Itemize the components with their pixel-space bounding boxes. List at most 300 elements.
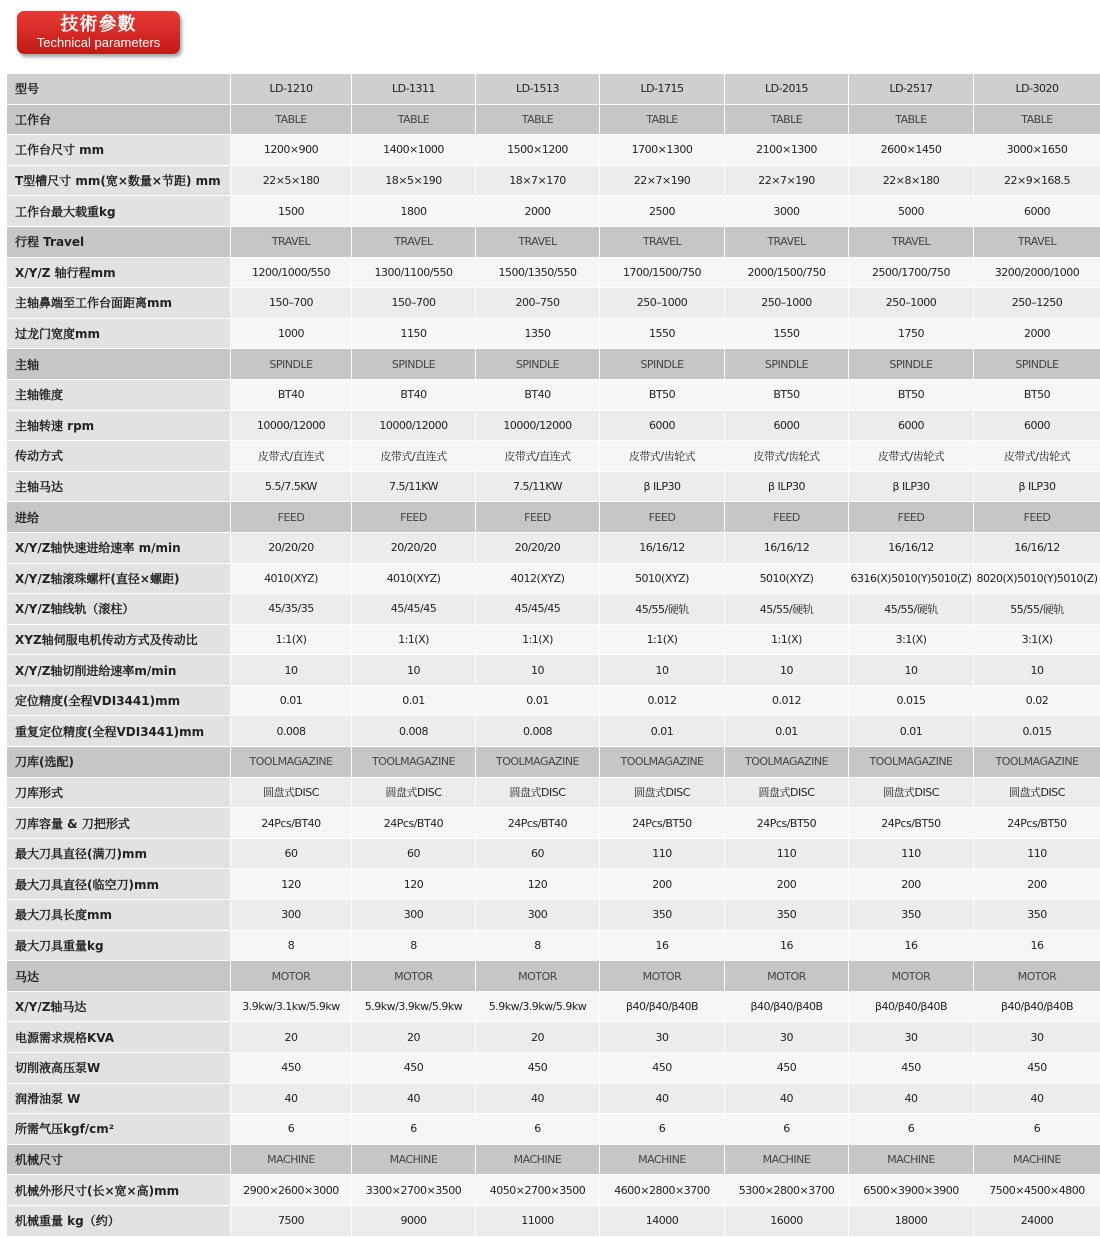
cell-value: 圆盘式DISC: [352, 777, 476, 808]
cell-value: MOTOR: [352, 961, 476, 992]
cell-value: 7.5/11KW: [352, 471, 476, 502]
cell-value: 300: [476, 900, 600, 931]
cell-value: 20/20/20: [231, 532, 352, 563]
cell-value: 120: [231, 869, 352, 900]
section-row: [7, 961, 1100, 992]
cell-value: 350: [849, 900, 974, 931]
cell-value: 7500: [231, 1205, 352, 1236]
table-row: [7, 165, 1100, 196]
cell-value: 16/16/12: [849, 532, 974, 563]
cell-value: FEED: [231, 502, 352, 533]
cell-value: 20/20/20: [476, 532, 600, 563]
table-row: [7, 991, 1100, 1022]
table-row: [7, 777, 1100, 808]
row-label: 润滑油泵 W: [7, 1083, 231, 1114]
table-row: [7, 1083, 1100, 1114]
cell-value: 24Pcs/BT50: [974, 808, 1100, 839]
cell-value: 250–1250: [974, 288, 1100, 319]
cell-value: 3.9kw/3.1kw/5.9kw: [231, 991, 352, 1022]
cell-value: 30: [974, 1022, 1100, 1053]
cell-value: 7500×4500×4800: [974, 1175, 1100, 1206]
cell-value: 1500: [231, 196, 352, 227]
cell-value: 450: [725, 1053, 849, 1084]
cell-value: 3200/2000/1000: [974, 257, 1100, 288]
cell-value: 40: [974, 1083, 1100, 1114]
row-label: 切削液高压泵W: [7, 1053, 231, 1084]
table-row: [7, 563, 1100, 594]
cell-value: 6: [849, 1114, 974, 1145]
cell-value: MOTOR: [849, 961, 974, 992]
table-row: [7, 257, 1100, 288]
cell-value: 0.01: [352, 685, 476, 716]
cell-value: 2000: [974, 318, 1100, 349]
cell-value: 10: [974, 655, 1100, 686]
cell-value: 0.012: [725, 685, 849, 716]
table-row: [7, 532, 1100, 563]
cell-value: TABLE: [725, 104, 849, 135]
cell-value: SPINDLE: [974, 349, 1100, 380]
table-row: [7, 410, 1100, 441]
row-label: 刀库容量 & 刀把形式: [7, 808, 231, 839]
cell-value: TRAVEL: [476, 226, 600, 257]
cell-value: 皮带式/直连式: [231, 441, 352, 472]
cell-value: 22×7×190: [725, 165, 849, 196]
cell-value: FEED: [352, 502, 476, 533]
cell-value: 18×5×190: [352, 165, 476, 196]
cell-value: 1300/1100/550: [352, 257, 476, 288]
row-label: X/Y/Z轴马达: [7, 991, 231, 1022]
cell-value: 9000: [352, 1205, 476, 1236]
cell-value: 8: [231, 930, 352, 961]
cell-value: 圆盘式DISC: [600, 777, 725, 808]
cell-value: 110: [974, 838, 1100, 869]
table-row: [7, 318, 1100, 349]
cell-value: 22×8×180: [849, 165, 974, 196]
section-row: [7, 1144, 1100, 1175]
cell-value: 4050×2700×3500: [476, 1175, 600, 1206]
cell-value: MACHINE: [352, 1144, 476, 1175]
cell-value: 350: [725, 900, 849, 931]
cell-value: 皮带式/直连式: [476, 441, 600, 472]
section-row: [7, 104, 1100, 135]
cell-value: 5300×2800×3700: [725, 1175, 849, 1206]
cell-value: 2900×2600×3000: [231, 1175, 352, 1206]
cell-value: 0.008: [476, 716, 600, 747]
cell-value: TOOLMAGAZINE: [974, 747, 1100, 778]
cell-value: β ILP30: [849, 471, 974, 502]
cell-value: TOOLMAGAZINE: [725, 747, 849, 778]
cell-value: 45/55/硬轨: [725, 594, 849, 625]
cell-value: 0.008: [352, 716, 476, 747]
cell-value: 8: [352, 930, 476, 961]
cell-value: 10: [476, 655, 600, 686]
cell-value: 1500×1200: [476, 135, 600, 166]
cell-value: 6000: [600, 410, 725, 441]
cell-value: 0.01: [600, 716, 725, 747]
cell-value: 6000: [849, 410, 974, 441]
cell-value: 40: [231, 1083, 352, 1114]
cell-value: 7.5/11KW: [476, 471, 600, 502]
table-row: [7, 838, 1100, 869]
cell-value: 11000: [476, 1205, 600, 1236]
cell-value: 5.9kw/3.9kw/5.9kw: [352, 991, 476, 1022]
cell-value: 5000: [849, 196, 974, 227]
title-en: Technical parameters: [17, 36, 180, 50]
row-label: 电源需求规格KVA: [7, 1022, 231, 1053]
cell-value: MACHINE: [849, 1144, 974, 1175]
cell-value: TRAVEL: [725, 226, 849, 257]
cell-value: 6316(X)5010(Y)5010(Z): [849, 563, 974, 594]
table-row: [7, 869, 1100, 900]
cell-value: 40: [476, 1083, 600, 1114]
cell-value: 18000: [849, 1205, 974, 1236]
cell-value: 60: [231, 838, 352, 869]
cell-value: 1:1(X): [476, 624, 600, 655]
row-label: X/Y/Z 轴行程mm: [7, 257, 231, 288]
cell-value: β ILP30: [600, 471, 725, 502]
model-header: LD-2517: [849, 74, 974, 105]
cell-value: 5010(XYZ): [725, 563, 849, 594]
cell-value: 150–700: [352, 288, 476, 319]
cell-value: TRAVEL: [352, 226, 476, 257]
table-row: [7, 196, 1100, 227]
cell-value: 30: [600, 1022, 725, 1053]
cell-value: 5010(XYZ): [600, 563, 725, 594]
cell-value: 40: [352, 1083, 476, 1114]
cell-value: 40: [849, 1083, 974, 1114]
cell-value: 24000: [974, 1205, 1100, 1236]
cell-value: 200: [725, 869, 849, 900]
section-row: [7, 502, 1100, 533]
cell-value: 2000/1500/750: [725, 257, 849, 288]
row-label: 主轴锥度: [7, 379, 231, 410]
cell-value: 20: [231, 1022, 352, 1053]
table-row: [7, 900, 1100, 931]
cell-value: 110: [725, 838, 849, 869]
cell-value: BT50: [974, 379, 1100, 410]
cell-value: 5.9kw/3.9kw/5.9kw: [476, 991, 600, 1022]
table-row: [7, 135, 1100, 166]
row-label: 最大刀具直径(临空刀)mm: [7, 869, 231, 900]
section-row: [7, 747, 1100, 778]
row-label: T型槽尺寸 mm(宽×数量×节距) mm: [7, 165, 231, 196]
cell-value: 20: [352, 1022, 476, 1053]
cell-value: 120: [352, 869, 476, 900]
cell-value: 3:1(X): [849, 624, 974, 655]
cell-value: 1700×1300: [600, 135, 725, 166]
header-row: [7, 74, 1100, 105]
row-label: 机械重量 kg（约）: [7, 1205, 231, 1236]
cell-value: 300: [352, 900, 476, 931]
cell-value: 8020(X)5010(Y)5010(Z): [974, 563, 1100, 594]
cell-value: 450: [476, 1053, 600, 1084]
cell-value: TABLE: [600, 104, 725, 135]
cell-value: FEED: [600, 502, 725, 533]
cell-value: 10: [849, 655, 974, 686]
cell-value: 圆盘式DISC: [476, 777, 600, 808]
cell-value: 16: [974, 930, 1100, 961]
row-label: 进给: [7, 502, 231, 533]
cell-value: 0.015: [974, 716, 1100, 747]
row-label: 主轴转速 rpm: [7, 410, 231, 441]
cell-value: 0.01: [849, 716, 974, 747]
cell-value: 6000: [725, 410, 849, 441]
model-header: LD-1715: [600, 74, 725, 105]
section-row: [7, 349, 1100, 380]
cell-value: 300: [231, 900, 352, 931]
table-row: [7, 1205, 1100, 1236]
cell-value: 110: [600, 838, 725, 869]
cell-value: 5.5/7.5KW: [231, 471, 352, 502]
cell-value: TABLE: [352, 104, 476, 135]
cell-value: 1150: [352, 318, 476, 349]
cell-value: 2100×1300: [725, 135, 849, 166]
cell-value: MACHINE: [725, 1144, 849, 1175]
cell-value: MOTOR: [600, 961, 725, 992]
model-header: LD-1513: [476, 74, 600, 105]
table-row: [7, 1114, 1100, 1145]
cell-value: 45/55/硬轨: [600, 594, 725, 625]
cell-value: 0.012: [600, 685, 725, 716]
cell-value: TABLE: [476, 104, 600, 135]
cell-value: 6: [476, 1114, 600, 1145]
cell-value: TOOLMAGAZINE: [352, 747, 476, 778]
table-row: [7, 1175, 1100, 1206]
cell-value: TOOLMAGAZINE: [600, 747, 725, 778]
cell-value: 16: [725, 930, 849, 961]
cell-value: 16000: [725, 1205, 849, 1236]
cell-value: 250–1000: [600, 288, 725, 319]
cell-value: TOOLMAGAZINE: [849, 747, 974, 778]
cell-value: 0.01: [725, 716, 849, 747]
cell-value: TOOLMAGAZINE: [476, 747, 600, 778]
table-row: [7, 288, 1100, 319]
cell-value: 8: [476, 930, 600, 961]
cell-value: 6: [974, 1114, 1100, 1145]
cell-value: 2000: [476, 196, 600, 227]
cell-value: 22×5×180: [231, 165, 352, 196]
row-label: XYZ轴伺服电机传动方式及传动比: [7, 624, 231, 655]
cell-value: 4600×2800×3700: [600, 1175, 725, 1206]
cell-value: TOOLMAGAZINE: [231, 747, 352, 778]
cell-value: 200–750: [476, 288, 600, 319]
row-label: 重复定位精度(全程VDI3441)mm: [7, 716, 231, 747]
cell-value: 22×9×168.5: [974, 165, 1100, 196]
table-row: [7, 594, 1100, 625]
cell-value: MOTOR: [476, 961, 600, 992]
cell-value: 45/45/45: [476, 594, 600, 625]
cell-value: 60: [352, 838, 476, 869]
cell-value: 110: [849, 838, 974, 869]
cell-value: β ILP30: [725, 471, 849, 502]
cell-value: 6000: [974, 410, 1100, 441]
cell-value: 450: [600, 1053, 725, 1084]
cell-value: 10000/12000: [231, 410, 352, 441]
cell-value: 20: [476, 1022, 600, 1053]
row-label: X/Y/Z轴滚珠螺杆(直径×螺距): [7, 563, 231, 594]
cell-value: 450: [849, 1053, 974, 1084]
cell-value: TRAVEL: [974, 226, 1100, 257]
row-label: 定位精度(全程VDI3441)mm: [7, 685, 231, 716]
cell-value: β40/β40/β40B: [600, 991, 725, 1022]
cell-value: 1000: [231, 318, 352, 349]
cell-value: β ILP30: [974, 471, 1100, 502]
cell-value: 24Pcs/BT50: [725, 808, 849, 839]
row-label: 工作台尺寸 mm: [7, 135, 231, 166]
cell-value: 20/20/20: [352, 532, 476, 563]
cell-value: BT50: [600, 379, 725, 410]
cell-value: 16/16/12: [725, 532, 849, 563]
row-label: 最大刀具重量kg: [7, 930, 231, 961]
row-label: 最大刀具长度mm: [7, 900, 231, 931]
row-label: 马达: [7, 961, 231, 992]
cell-value: 40: [600, 1083, 725, 1114]
cell-value: SPINDLE: [725, 349, 849, 380]
cell-value: TRAVEL: [849, 226, 974, 257]
row-label: X/Y/Z轴快速进给速率 m/min: [7, 532, 231, 563]
cell-value: MACHINE: [476, 1144, 600, 1175]
row-label: 过龙门宽度mm: [7, 318, 231, 349]
cell-value: 圆盘式DISC: [974, 777, 1100, 808]
cell-value: 200: [600, 869, 725, 900]
cell-value: 0.02: [974, 685, 1100, 716]
cell-value: 4010(XYZ): [231, 563, 352, 594]
cell-value: 1400×1000: [352, 135, 476, 166]
cell-value: 1200×900: [231, 135, 352, 166]
table-row: [7, 716, 1100, 747]
row-label: X/Y/Z轴线轨（滚柱）: [7, 594, 231, 625]
cell-value: 圆盘式DISC: [725, 777, 849, 808]
cell-value: 4010(XYZ): [352, 563, 476, 594]
cell-value: 1550: [600, 318, 725, 349]
cell-value: 1:1(X): [231, 624, 352, 655]
cell-value: TABLE: [974, 104, 1100, 135]
table-row: [7, 655, 1100, 686]
cell-value: SPINDLE: [600, 349, 725, 380]
cell-value: 30: [725, 1022, 849, 1053]
cell-value: 60: [476, 838, 600, 869]
cell-value: 45/45/45: [352, 594, 476, 625]
cell-value: 6: [231, 1114, 352, 1145]
model-label: 型号: [7, 74, 231, 105]
cell-value: 10: [231, 655, 352, 686]
table-row: [7, 930, 1100, 961]
cell-value: BT40: [476, 379, 600, 410]
cell-value: 1350: [476, 318, 600, 349]
model-header: LD-1311: [352, 74, 476, 105]
cell-value: 1500/1350/550: [476, 257, 600, 288]
row-label: 机械尺寸: [7, 1144, 231, 1175]
cell-value: SPINDLE: [231, 349, 352, 380]
cell-value: 6: [352, 1114, 476, 1145]
cell-value: 6500×3900×3900: [849, 1175, 974, 1206]
cell-value: 350: [600, 900, 725, 931]
cell-value: BT50: [849, 379, 974, 410]
cell-value: 1200/1000/550: [231, 257, 352, 288]
cell-value: β40/β40/β40B: [725, 991, 849, 1022]
cell-value: 6: [725, 1114, 849, 1145]
cell-value: FEED: [476, 502, 600, 533]
cell-value: 6: [600, 1114, 725, 1145]
model-header: LD-3020: [974, 74, 1100, 105]
cell-value: SPINDLE: [849, 349, 974, 380]
cell-value: 1:1(X): [352, 624, 476, 655]
cell-value: TABLE: [231, 104, 352, 135]
cell-value: 45/55/硬轨: [849, 594, 974, 625]
row-label: 机械外形尺寸(长×宽×高)mm: [7, 1175, 231, 1206]
cell-value: 0.01: [231, 685, 352, 716]
cell-value: 450: [974, 1053, 1100, 1084]
cell-value: 皮带式/齿轮式: [849, 441, 974, 472]
cell-value: β40/β40/β40B: [974, 991, 1100, 1022]
cell-value: 1:1(X): [600, 624, 725, 655]
cell-value: 40: [725, 1083, 849, 1114]
title-badge: [17, 11, 180, 54]
title-cn: 技術參數: [17, 14, 180, 36]
cell-value: 22×7×190: [600, 165, 725, 196]
table-row: [7, 685, 1100, 716]
cell-value: MACHINE: [974, 1144, 1100, 1175]
cell-value: 10000/12000: [476, 410, 600, 441]
cell-value: 2500: [600, 196, 725, 227]
cell-value: SPINDLE: [352, 349, 476, 380]
cell-value: 1550: [725, 318, 849, 349]
cell-value: 16/16/12: [600, 532, 725, 563]
cell-value: 圆盘式DISC: [231, 777, 352, 808]
cell-value: MOTOR: [725, 961, 849, 992]
table-row: [7, 379, 1100, 410]
cell-value: 皮带式/齿轮式: [725, 441, 849, 472]
cell-value: BT50: [725, 379, 849, 410]
table-row: [7, 471, 1100, 502]
cell-value: TABLE: [849, 104, 974, 135]
cell-value: 2600×1450: [849, 135, 974, 166]
row-label: 主轴鼻端至工作台面距离mm: [7, 288, 231, 319]
row-label: X/Y/Z轴切削进给速率m/min: [7, 655, 231, 686]
cell-value: 55/55/硬轨: [974, 594, 1100, 625]
cell-value: MACHINE: [231, 1144, 352, 1175]
row-label: 所需气压kgf/cm²: [7, 1114, 231, 1145]
cell-value: TRAVEL: [600, 226, 725, 257]
cell-value: FEED: [974, 502, 1100, 533]
cell-value: FEED: [849, 502, 974, 533]
cell-value: MOTOR: [231, 961, 352, 992]
table-row: [7, 624, 1100, 655]
section-row: [7, 226, 1100, 257]
cell-value: 圆盘式DISC: [849, 777, 974, 808]
cell-value: 24Pcs/BT40: [231, 808, 352, 839]
cell-value: 皮带式/直连式: [352, 441, 476, 472]
cell-value: FEED: [725, 502, 849, 533]
row-label: 行程 Travel: [7, 226, 231, 257]
cell-value: 450: [352, 1053, 476, 1084]
cell-value: 250–1000: [725, 288, 849, 319]
row-label: 刀库形式: [7, 777, 231, 808]
cell-value: 10: [600, 655, 725, 686]
cell-value: MOTOR: [974, 961, 1100, 992]
row-label: 刀库(选配): [7, 747, 231, 778]
cell-value: 4012(XYZ): [476, 563, 600, 594]
cell-value: 150–700: [231, 288, 352, 319]
cell-value: 250–1000: [849, 288, 974, 319]
cell-value: 1750: [849, 318, 974, 349]
cell-value: 14000: [600, 1205, 725, 1236]
cell-value: 120: [476, 869, 600, 900]
cell-value: 10: [725, 655, 849, 686]
cell-value: 0.01: [476, 685, 600, 716]
cell-value: 16: [600, 930, 725, 961]
cell-value: 皮带式/齿轮式: [974, 441, 1100, 472]
